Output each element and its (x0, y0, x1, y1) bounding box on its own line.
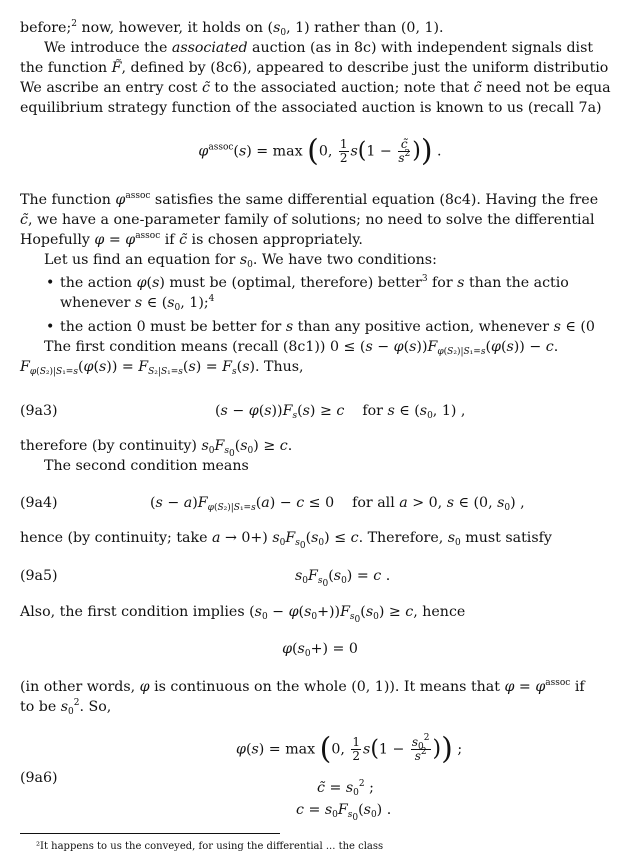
text-line: The second condition means (44, 458, 249, 474)
text-line: whenever s ∈ ($s_0$, 1);$^4$ (60, 294, 215, 313)
equation-number: (9a3) (20, 403, 58, 419)
text-line: We ascribe an entry cost c̃ to the associated auction; note that c̃ need not be equa (20, 80, 611, 96)
equation-number: (9a5) (20, 568, 58, 584)
equation-phi-assoc: $\varphi^{assoc}(s) = \max (0$, $\frac{1}{2}$ s(1 − $\frac{c̃}{s^2}$ )) . (198, 133, 442, 169)
paper-page: before;$^2$ now, however, it holds on ($s_0$, 1) rather than (0, 1). We introduce the associated auction (as in 8c) with independent signals dist the function F̃, defined by (8c6), appeared to describe just the uniform distributio We ascribe an entry cost c̃ to the associated auction; note that c̃ need not be equa equilibrium strategy function of the associated auction is known to us (recall 7a) $\varphi^{assoc}(s) = \max (0$, $\frac{1}{2}$ s(1 − $\frac{c̃}{s^2}$ )) . The function $\varphi^{assoc}$ satisfies the same differential equation (8c4). Having the free c̃, we have a one-parameter family of solutions; no need to solve the differential Hopefully $\varphi = \varphi^{assoc}$ if c̃ is chosen appropriately. Let us find an equation for $s_0$. We have two conditions: • the action φ(s) must be (optimal, therefore) better$^3$ for s than the actio whenever s ∈ ($s_0$, 1);$^4$ • the action 0 must be better for s than any positive action, whenever s ∈ (0 The first condition means (recall (8c1)) $0 \le (s - \varphi(s))F_{\varphi(S_2)|S_1=s}(\varphi(s)) - c$. $F_{\varphi(S_2)|S_1=s}(\varphi(s)) = F_{S_2|S_1=s}(s) = F_s(s)$. Thus, (9a3) $(s - \varphi(s))F_s(s) \ge c$ for s ∈ ($s_0$, 1) , therefore (by continuity) $s_0F_{s_0}(s_0) \ge c$. The second condition means (9a4) $(s - a)F_{\varphi(S_2)|S_1=s}(a) - c \le 0$ for all a > 0, s ∈ (0, $s_0$) , hence (by continuity; take a → 0+) $s_0F_{s_0}(s_0) \le c$. Therefore, $s_0$ must satisfy (9a5) $s_0F_{s_0}(s_0) = c$ . Also, the first condition implies $(s_0 - \varphi(s_0+))F_{s_0}(s_0) \ge c$, hence $\varphi(s_0+) = 0$ (in other words, φ is continuous on the whole (0, 1)). It means that $\varphi = \varphi^{assoc}$ if to be $s_0^2$. So, (9a6) φ(s) = max (0, $\frac{1}{2}$ s(1 − $\frac{s_0^2}{s^2}$ )) ; c̃ = $s_0^2$ ; $c = s_0F_{s_0}(s_0)$ . (20, 18, 620, 118)
equation-number: (9a4) (20, 495, 58, 511)
text-line: Hopefully $\varphi = \varphi^{assoc}$ if c̃ is chosen appropriately. (20, 231, 363, 248)
text-line: to be $s_0^2$. So, (20, 698, 112, 717)
text-line: The function $\varphi^{assoc}$ satisfies the same differential equation (8c4). Having the free (20, 191, 599, 208)
text-line: Also, the first condition implies $(s_0 - \varphi(s_0+))F_{s_0}(s_0) \ge c$, hence (20, 604, 466, 625)
text-line: equilibrium strategy function of the associated auction is known to us (recall 7a) (20, 100, 602, 116)
list-item: • the action φ(s) must be (optimal, therefore) better$^3$ for s than the actio (46, 274, 569, 291)
list-item: • the action 0 must be better for s than any positive action, whenever s ∈ (0 (46, 319, 595, 335)
text-line: $F_{\varphi(S_2)|S_1=s}(\varphi(s)) = F_{S_2|S_1=s}(s) = F_s(s)$. Thus, (20, 359, 304, 377)
bullet-icon: • (46, 319, 55, 335)
text-line: Let us find an equation for $s_0$. We have two conditions: (44, 252, 437, 270)
text-line: We introduce the associated auction (as in 8c) with independent signals dist (44, 40, 594, 56)
equation-number: (9a6) (20, 770, 58, 786)
text-line: the function F̃, defined by (8c6), appeared to describe just the uniform distributio (20, 60, 609, 76)
text-line: c̃, we have a one-parameter family of solutions; no need to solve the differential (20, 212, 595, 228)
text-line: hence (by continuity; take a → 0+) $s_0F_{s_0}(s_0) \le c$. Therefore, $s_0$ must satisfy (20, 530, 552, 551)
equation-continuity: $\varphi(s_0+) = 0$ (282, 641, 358, 659)
bullet-icon: • (46, 275, 55, 291)
footnote: ²It happens to us the conveyed, for using the differential ... the class (36, 841, 384, 852)
text-line: therefore (by continuity) $s_0F_{s_0}(s_0) \ge c$. (20, 438, 293, 459)
footnote-rule (20, 833, 280, 834)
text-line: before;$^2$ now, however, it holds on ($s_0$, 1) rather than (0, 1). (20, 19, 444, 38)
text-line: The first condition means (recall (8c1)) $0 \le (s - \varphi(s))F_{\varphi(S_2)|S_1=s}(\varphi(s)) - c$. (44, 339, 559, 357)
text-line: (in other words, φ is continuous on the whole (0, 1)). It means that $\varphi = \varphi^{assoc}$ if (20, 678, 585, 695)
equation-9a6: (9a6) φ(s) = max (0, $\frac{1}{2}$ s(1 − $\frac{s_0^2}{s^2}$ )) ; c̃ = $s_0^2$ ; $c = s_0F_{s_0}(s_0)$ . (20, 731, 463, 823)
